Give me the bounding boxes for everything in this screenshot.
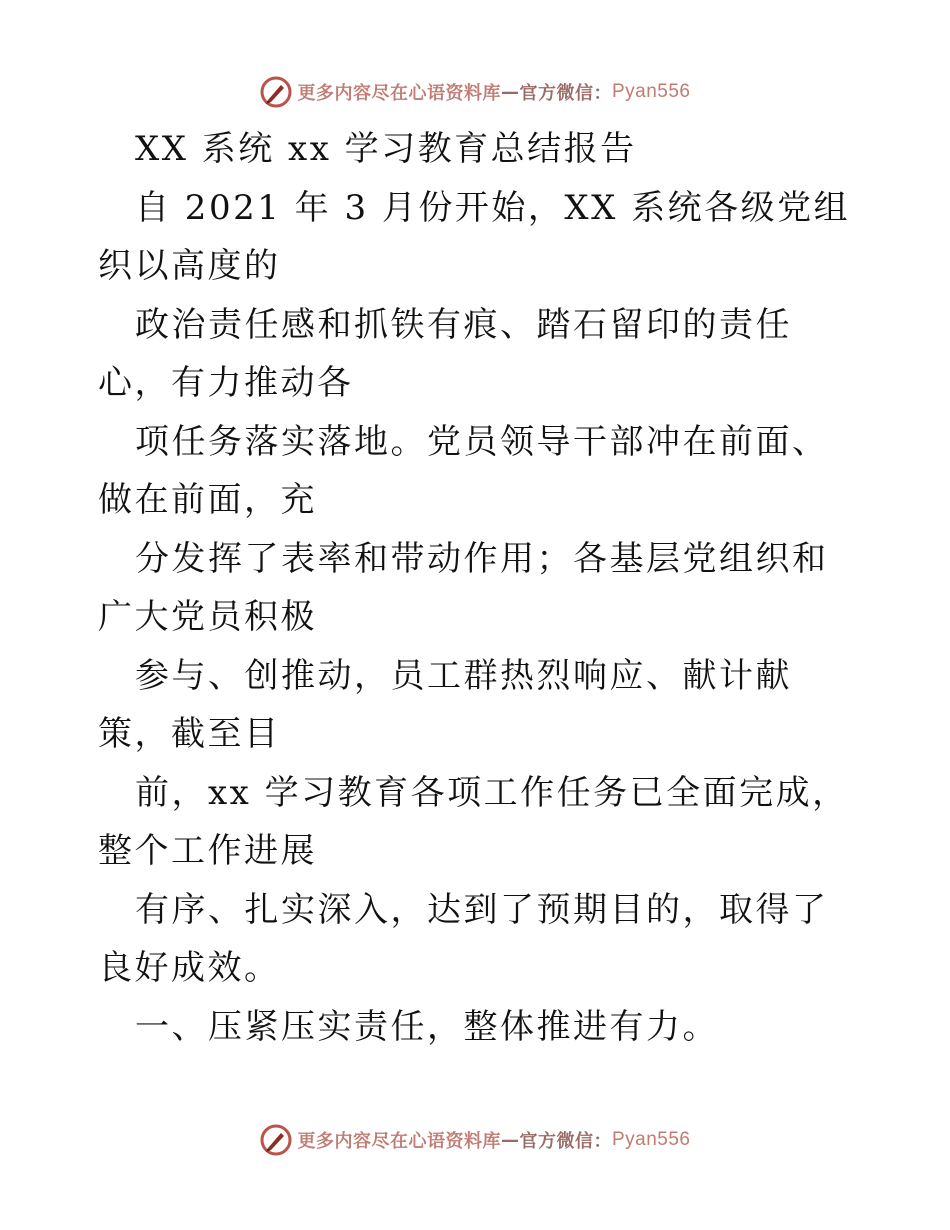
watermark-official-label: 官方微信： (519, 1131, 612, 1152)
watermark-official-label: 官方微信： (519, 83, 612, 104)
paragraph-6: 前，xx 学习教育各项工作任务已全面完成，整个工作进展 (98, 772, 849, 871)
section-heading-1: 一、压紧压实责任，整体推进有力。 (135, 1006, 719, 1047)
footer-watermark (0, 1120, 950, 1160)
paragraph-7: 有序、扎实深入，达到了预期目的，取得了良好成效。 (98, 889, 829, 988)
header-watermark (0, 72, 950, 112)
watermark-text: 更多内容尽在心语资料库 (297, 1131, 501, 1152)
paragraph-5: 参与、创推动，员工群热烈响应、献计献策，截至目 (98, 655, 792, 754)
paragraph-4: 分发挥了表率和带动作用；各基层党组织和广大党员积极 (98, 538, 829, 637)
watermark-wechat-id: Pyan556 (611, 81, 691, 102)
paragraph-1: 自 2021 年 3 月份开始，XX 系统各级党组织以高度的 (98, 187, 851, 286)
watermark-separator: — (500, 1129, 520, 1151)
paragraph-2: 政治责任感和抓铁有痕、踏石留印的责任心，有力推动各 (98, 304, 792, 403)
pen-logo-icon (259, 75, 293, 109)
document-title: XX 系统 xx 学习教育总结报告 (135, 129, 637, 169)
watermark-wechat-id: Pyan556 (611, 1129, 691, 1150)
watermark-separator: — (500, 81, 520, 103)
watermark-text: 更多内容尽在心语资料库 (297, 83, 501, 104)
document-body (98, 120, 858, 1056)
pen-logo-icon (259, 1123, 293, 1157)
paragraph-3: 项任务落实落地。党员领导干部冲在前面、做在前面，充 (98, 421, 829, 520)
